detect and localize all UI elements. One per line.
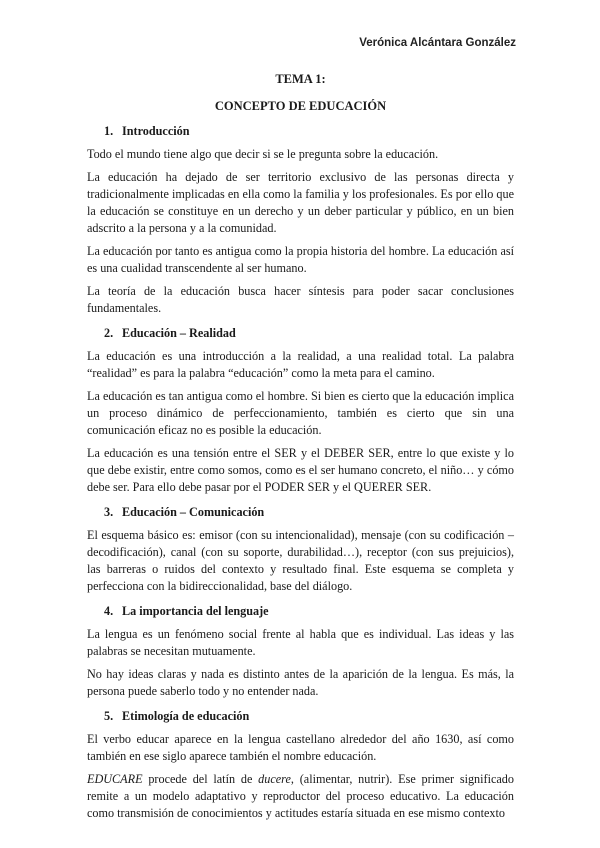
paragraph: La educación es una introducción a la realidad, a una realidad total. La palabra “realidad” es para la palabra “educación” como la meta para el camino.	[87, 349, 514, 380]
header-author: Verónica Alcántara González	[359, 37, 516, 49]
paragraph: No hay ideas claras y nada es distinto antes de la aparición de la lengua. Es más, la persona puede saberlo todo y no entender nada.	[87, 667, 514, 698]
term-educare: EDUCARE	[87, 772, 143, 786]
section-number: 3.	[104, 505, 114, 519]
document-body	[87, 66, 514, 822]
section-title: Introducción	[122, 124, 190, 138]
section-heading-2	[87, 325, 514, 342]
section-number: 2.	[104, 326, 114, 340]
paragraph: La educación es una tensión entre el SER y el DEBER SER, entre lo que existe y lo que debe existir, entre como somos, como es el ser humano concreto, el niño… y cómo debe ser. Para ello debe pasar por el PODER SER y el QUERER SER.	[87, 446, 514, 494]
section-heading-1	[87, 123, 514, 140]
paragraph: La lengua es un fenómeno social frente al habla que es individual. Las ideas y las palabras se necesitan mutuamente.	[87, 627, 514, 658]
paragraph: El verbo educar aparece en la lengua castellano alrededor del año 1630, así como también en ese siglo aparece también el nombre educación.	[87, 732, 514, 763]
section-number: 4.	[104, 604, 114, 618]
section-title: Etimología de educación	[122, 709, 250, 723]
section-number: 1.	[104, 124, 114, 138]
paragraph-etymology	[87, 771, 514, 822]
term-ducere: ducere	[258, 772, 291, 786]
section-heading-3	[87, 504, 514, 521]
section-number: 5.	[104, 709, 114, 723]
section-heading-5	[87, 708, 514, 725]
paragraph: La teoría de la educación busca hacer síntesis para poder sacar conclusiones fundamentales.	[87, 284, 514, 315]
section-title: La importancia del lenguaje	[122, 604, 269, 618]
paragraph: Todo el mundo tiene algo que decir si se le pregunta sobre la educación.	[87, 147, 439, 161]
paragraph: El esquema básico es: emisor (con su intencionalidad), mensaje (con su codificación – decodificación), canal (con su soporte, durabilidad…), receptor (con sus prejuicios), las barreras o ruidos del contexto y resultado final. Este esquema se completa y perfecciona con la bidireccionalidad, base del diálogo.	[87, 528, 514, 593]
document-title: CONCEPTO DE EDUCACIÓN	[214, 99, 387, 113]
paragraph: La educación ha dejado de ser territorio exclusivo de las personas directa y tradicionalmente implicadas en ella como la familia y los profesionales. Es por ello que la educación se constituye en un derecho y un deber particular y público, en un bien adscrito a la persona y a la comunidad.	[87, 170, 514, 235]
section-heading-4	[87, 603, 514, 620]
paragraph-text: procede del latín de	[142, 772, 259, 786]
paragraph: La educación es tan antigua como el hombre. Si bien es cierto que la educación implica un proceso dinámico de perfeccionamiento, también es cierto que sin una comunicación eficaz no es posible la educación.	[87, 389, 514, 437]
paragraph: La educación por tanto es antigua como la propia historia del hombre. La educación así es una cualidad transcendente al ser humano.	[87, 244, 514, 275]
document-title-topic: TEMA 1:	[275, 72, 326, 86]
paragraph-text: , (alimentar, nutrir). Ese primer significado remite a un modelo adaptativo y reproductor del proceso educativo. La educación como transmisión de conocimientos y actitudes estaría situada en ese mismo contexto	[87, 772, 514, 820]
section-title: Educación – Comunicación	[122, 505, 265, 519]
section-title: Educación – Realidad	[122, 326, 236, 340]
